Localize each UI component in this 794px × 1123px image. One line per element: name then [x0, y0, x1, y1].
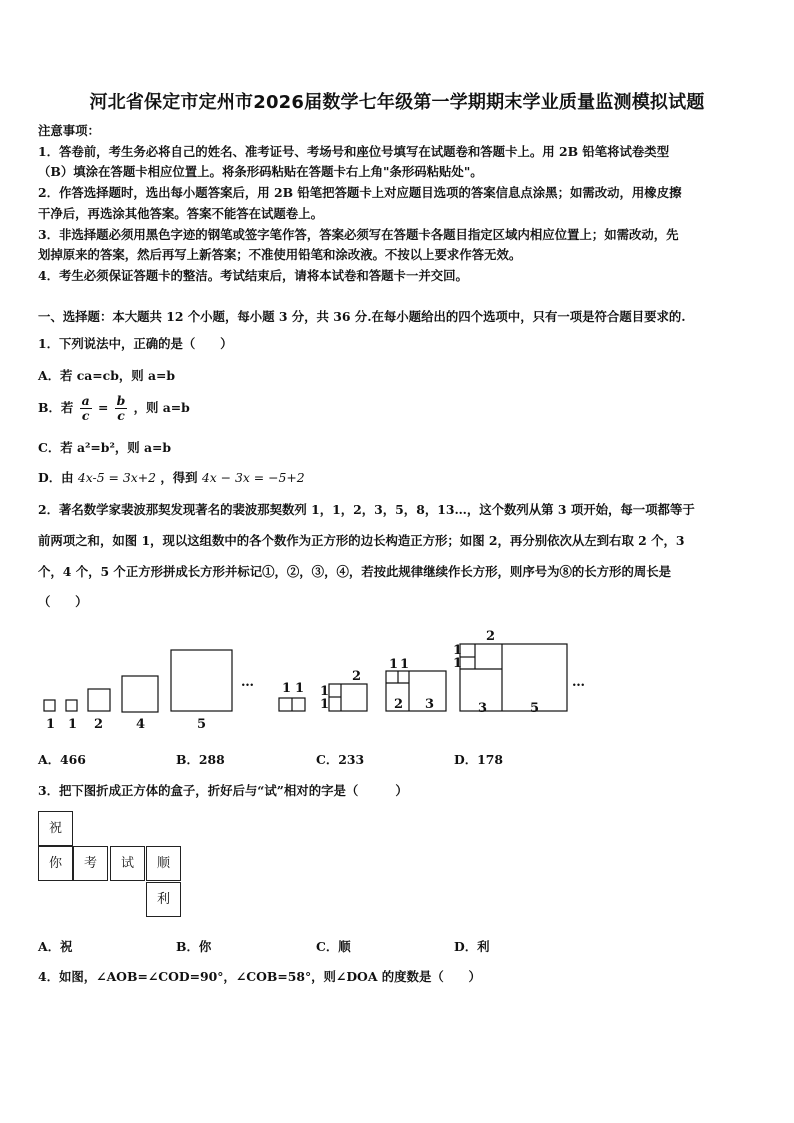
notice-line: 1．答卷前，考生务必将自己的姓名、准考证号、考场号和座位号填写在试题卷和答题卡上。用 2B 铅笔将试卷类型	[38, 144, 670, 159]
q3-option-a: A．祝	[38, 939, 73, 954]
net-cell-shi: 试	[110, 846, 145, 881]
fig1-label-2: 2	[94, 717, 104, 732]
q2-option-b: B．288	[176, 752, 225, 767]
rect-4	[460, 644, 567, 711]
q2-line: 个，4 个，5 个正方形拼成长方形并标记①，②，③，④，若按此规律继续作长方形，则序号为⑧的长方形的周长是	[38, 564, 672, 579]
square-1b	[66, 700, 77, 711]
fig1-label-5: 5	[197, 717, 207, 732]
q3-stem: 3．把下图折成正方体的盒子，折好后与“试”相对的字是（ ）	[38, 783, 408, 798]
rect2-label-1a: 1	[320, 684, 330, 699]
square-1a	[44, 700, 55, 711]
notice-line: （B）填涂在答题卡相应位置上。将条形码粘贴在答题卡右上角"条形码粘贴处"。	[38, 164, 483, 179]
rect4-label-1b: 1	[453, 656, 463, 671]
q1-b-suffix: ，则 a=b	[133, 400, 190, 415]
q3-option-c: C．顺	[316, 939, 351, 954]
q2-option-c: C．233	[316, 752, 365, 767]
net-cell-li: 利	[146, 882, 181, 917]
rect2-label-1b: 1	[320, 697, 330, 712]
q1-option-a: A．若 ca=cb，则 a=b	[38, 368, 176, 383]
q1-stem: 1．下列说法中，正确的是（ ）	[38, 336, 233, 351]
q1-d-expression-1: 4x-5 = 3x+2	[77, 470, 156, 485]
fig1-label-1b: 1	[68, 717, 78, 732]
notice-line: 干净后，再选涂其他答案。答案不能答在试题卷上。	[38, 206, 323, 221]
notice-heading: 注意事项：	[38, 123, 100, 138]
fibonacci-figure	[0, 620, 794, 740]
q3-option-b: B．你	[176, 939, 212, 954]
rect1-label-1b: 1	[295, 681, 305, 696]
notice-line: 划掉原来的答案，然后再写上新答案；不准使用铅笔和涂改液。不按以上要求作答无效。	[38, 247, 522, 262]
q1-option-c: C．若 a²=b²，则 a=b	[38, 440, 172, 455]
fraction-a-over-c: $\frac{a}{c}$	[81, 393, 90, 423]
square-5	[171, 650, 232, 711]
net-cell-zhu: 祝	[38, 811, 73, 846]
rect3-label-3: 3	[425, 697, 435, 712]
rect3-label-1a: 1	[389, 657, 399, 672]
square-2	[88, 689, 110, 711]
ellipsis-2: …	[572, 675, 585, 690]
q4-stem: 4．如图，∠AOB=∠COD=90°，∠COB=58°，则∠DOA 的度数是（ ）	[38, 969, 481, 984]
section-heading: 一、选择题：本大题共 12 个小题，每小题 3 分，共 36 分.在每小题给出的四个选项中，只有一项是符合题目要求的.	[38, 309, 686, 324]
notice-line: 4．考生必须保证答题卡的整洁。考试结束后，请将本试卷和答题卡一并交回。	[38, 268, 468, 283]
page-title: 河北省保定市定州市2026届数学七年级第一学期期末学业质量监测模拟试题	[89, 92, 705, 113]
rect2-label-2: 2	[352, 669, 362, 684]
ellipsis-1: …	[241, 675, 254, 690]
rect3-label-2: 2	[394, 697, 404, 712]
rect1-label-1a: 1	[282, 681, 292, 696]
q1-b-prefix: B．若	[38, 400, 74, 415]
notice-line: 3．非选择题必须用黑色字迹的钢笔或签字笔作答，答案必须写在答题卡各题目指定区域内相应位置上；如需改动，先	[38, 227, 679, 242]
net-cell-shun: 顺	[146, 846, 181, 881]
q2-line: 2．著名数学家裴波那契发现著名的裴波那契数列 1，1，2，3，5，8，13…，这个数列从第 3 项开始，每一项都等于	[38, 502, 695, 517]
q2-line: （ ）	[38, 594, 88, 609]
equals-sign: =	[97, 400, 109, 415]
q3-option-d: D．利	[454, 939, 490, 954]
rect4-label-5: 5	[530, 701, 540, 716]
q2-option-a: A．466	[38, 752, 86, 767]
rect4-label-3: 3	[478, 701, 488, 716]
fig1-label-1a: 1	[46, 717, 56, 732]
rect4-label-1a: 1	[453, 643, 463, 658]
net-cell-kao: 考	[73, 846, 108, 881]
q2-option-d: D．178	[454, 752, 503, 767]
fraction-b-over-c: $\frac{b}{c}$	[116, 393, 126, 423]
fig1-label-4: 4	[136, 717, 146, 732]
rect4-label-2: 2	[486, 629, 496, 644]
q1-option-b	[38, 394, 190, 423]
rect3-label-1b: 1	[400, 657, 410, 672]
net-cell-ni: 你	[38, 846, 73, 881]
notice-line: 2．作答选择题时，选出每小题答案后，用 2B 铅笔把答题卡上对应题目选项的答案信息点涂黑；如需改动，用橡皮擦	[38, 185, 682, 200]
square-3	[122, 676, 158, 712]
q2-line: 前两项之和，如图 1，现以这组数中的各个数作为正方形的边长构造正方形；如图 2，再分别依次从左到右取 2 个，3	[38, 533, 685, 548]
q1-option-d: D．由 4x-5 = 3x+2 ，得到 4x − 3x = −5+2	[38, 470, 305, 485]
q1-d-expression-2: 4x − 3x = −5+2	[201, 470, 305, 485]
